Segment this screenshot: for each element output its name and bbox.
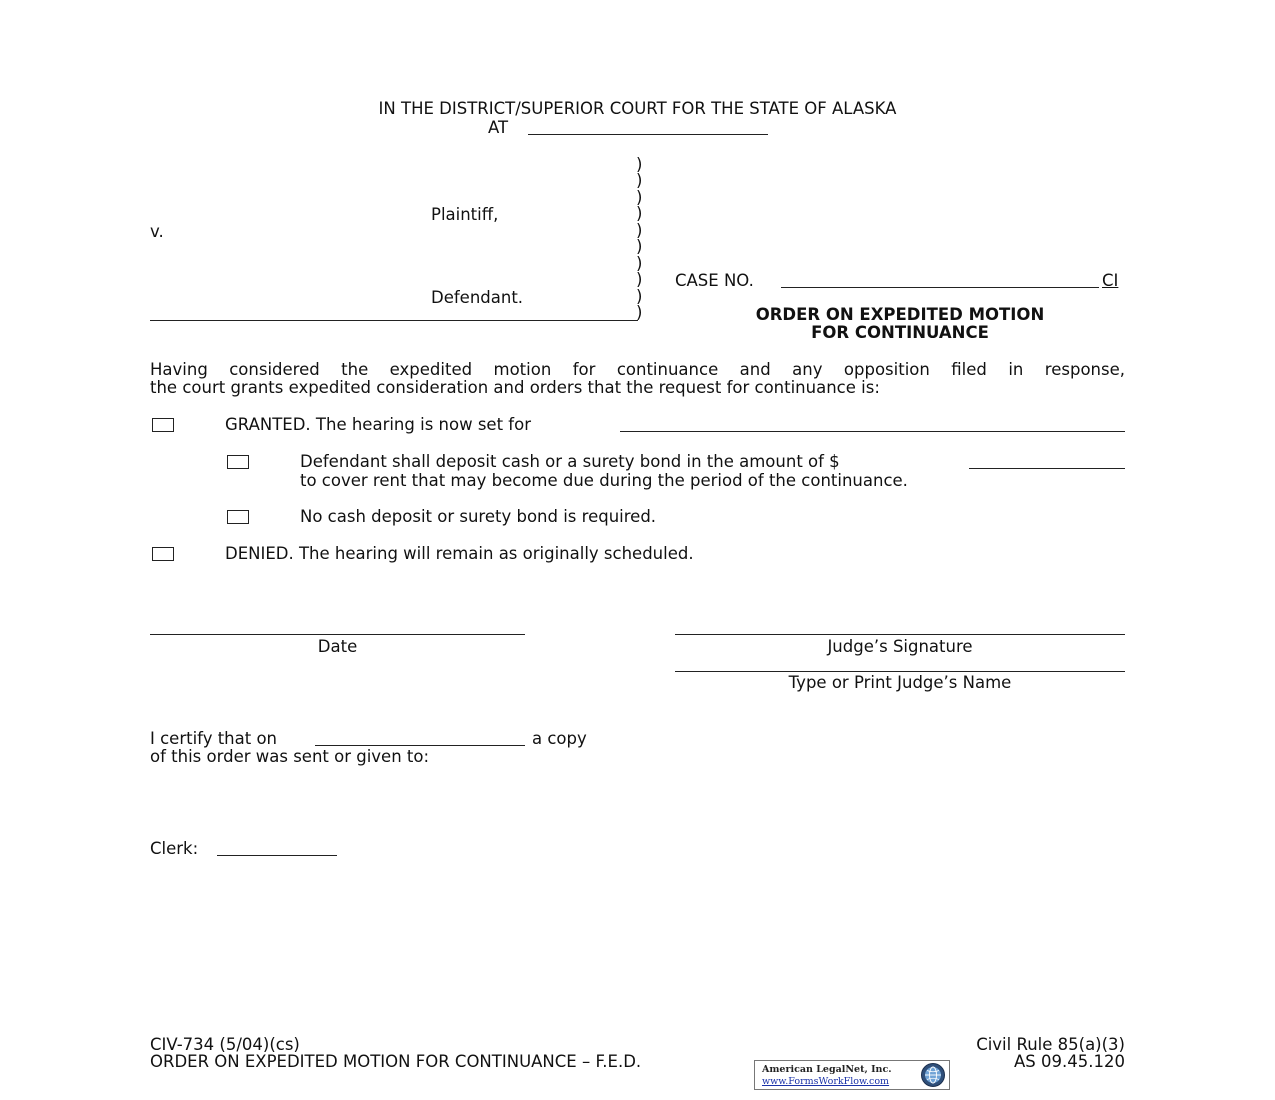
intro-text-line2: the court grants expedited consideration and orders that the request for continuance is: xyxy=(150,378,880,397)
caption-paren: ) xyxy=(636,287,643,306)
certify-prefix: I certify that on xyxy=(150,729,278,748)
no-deposit-label: No cash deposit or surety bond is required. xyxy=(300,507,657,526)
form-title-line1: ORDER ON EXPEDITED MOTION xyxy=(755,305,1045,324)
form-title-line2: FOR CONTINUANCE xyxy=(811,323,989,342)
caption-bottom-line xyxy=(150,320,638,321)
plaintiff-label: Plaintiff, xyxy=(431,205,499,224)
versus-label: v. xyxy=(150,222,164,241)
judge-name-field[interactable] xyxy=(675,671,1125,672)
date-label: Date xyxy=(317,637,358,656)
deposit-amount-field[interactable] xyxy=(969,468,1125,469)
certify-date-field[interactable] xyxy=(315,745,525,746)
denied-checkbox[interactable] xyxy=(152,547,174,561)
court-location-label: AT xyxy=(488,118,509,137)
deposit-label-line2: to cover rent that may become due during the period of the continuance. xyxy=(300,471,908,490)
intro-text-line1: Having considered the expedited motion for continuance and any opposition filed in response, xyxy=(150,360,1125,379)
case-number-label: CASE NO. xyxy=(675,271,754,290)
logo-url-link[interactable]: www.FormsWorkFlow.com xyxy=(762,1076,890,1087)
caption-paren: ) xyxy=(636,221,643,240)
caption-paren: ) xyxy=(636,188,643,207)
caption-paren: ) xyxy=(636,171,643,190)
court-heading: IN THE DISTRICT/SUPERIOR COURT FOR THE STATE OF ALASKA xyxy=(378,99,897,118)
judge-signature-field[interactable] xyxy=(675,634,1125,635)
caption-paren: ) xyxy=(636,303,643,322)
american-legalnet-logo[interactable] xyxy=(754,1060,950,1090)
judge-signature-label: Judge’s Signature xyxy=(827,637,973,656)
granted-label: GRANTED. The hearing is now set for xyxy=(225,415,531,434)
caption-paren: ) xyxy=(636,254,643,273)
certify-line2: of this order was sent or given to: xyxy=(150,747,430,766)
defendant-label: Defendant. xyxy=(431,288,524,307)
judge-name-label: Type or Print Judge’s Name xyxy=(788,673,1012,692)
no-deposit-checkbox[interactable] xyxy=(227,510,249,524)
date-signature-field[interactable] xyxy=(150,634,525,635)
denied-label: DENIED. The hearing will remain as originally scheduled. xyxy=(225,544,694,563)
clerk-label: Clerk: xyxy=(150,839,199,858)
caption-paren: ) xyxy=(636,270,643,289)
footer-form-title: ORDER ON EXPEDITED MOTION FOR CONTINUANCE – F.E.D. xyxy=(150,1052,642,1071)
certify-suffix: a copy xyxy=(532,729,587,748)
deposit-label-line1: Defendant shall deposit cash or a surety bond in the amount of $ xyxy=(300,452,840,471)
case-number-field[interactable] xyxy=(781,287,1099,288)
hearing-date-field[interactable] xyxy=(620,431,1125,432)
clerk-field[interactable] xyxy=(217,855,337,856)
logo-company-name: American LegalNet, Inc. xyxy=(762,1064,892,1075)
caption-paren: ) xyxy=(636,155,643,174)
caption-paren: ) xyxy=(636,204,643,223)
footer-rule: Civil Rule 85(a)(3) xyxy=(976,1035,1125,1054)
caption-paren: ) xyxy=(636,237,643,256)
deposit-checkbox[interactable] xyxy=(227,455,249,469)
case-number-suffix: CI xyxy=(1102,271,1119,290)
globe-icon xyxy=(920,1062,946,1088)
footer-form-code: CIV-734 (5/04)(cs) xyxy=(150,1035,300,1054)
footer-statute: AS 09.45.120 xyxy=(1014,1052,1125,1071)
granted-checkbox[interactable] xyxy=(152,418,174,432)
court-location-field[interactable] xyxy=(528,134,768,135)
